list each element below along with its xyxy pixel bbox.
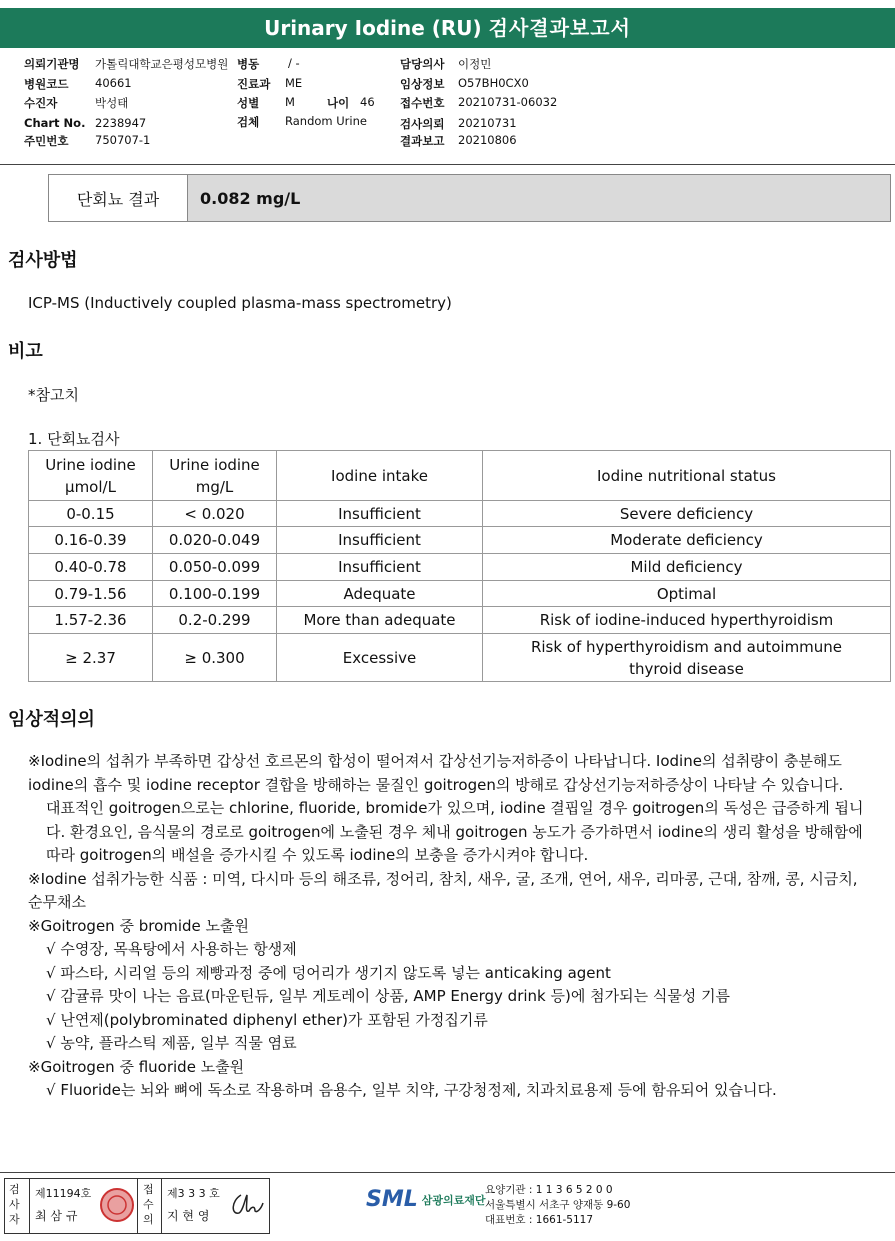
table-cell: Excessive (277, 634, 483, 682)
report-title (0, 8, 895, 48)
request-value: 20210731 (458, 116, 517, 130)
bullet-item: √ 파스타, 시리얼 등의 제빵과정 중에 덩어리가 생기지 않도록 넣는 anticaking agent (46, 963, 611, 982)
result-value: 0.082 mg/L (188, 175, 890, 221)
patient-label: 수진자 (24, 96, 58, 110)
ref-subheading: 1. 단회뇨검사 (28, 430, 120, 448)
footer-line: 서울특별시 서초구 양재동 9-60 (485, 1199, 631, 1211)
table-header: Urine iodine mg/L (153, 451, 277, 501)
table-cell: Mild deficiency (483, 554, 891, 581)
report-value: 20210806 (458, 133, 517, 147)
table-cell: 0.050-0.099 (153, 554, 277, 581)
clinical-paragraph: ※Goitrogen 중 bromide 노출원 (28, 916, 250, 935)
table-header-row (29, 451, 891, 501)
code-value: 40661 (95, 76, 132, 90)
patient-value: 박성태 (95, 96, 129, 110)
ref-note: *참고치 (28, 386, 79, 404)
table-cell: Risk of hyperthyroidism and autoimmune thyroid disease (483, 634, 891, 682)
receiver-name: 지 현 영 (167, 1209, 210, 1223)
method-text: ICP-MS (Inductively coupled plasma-mass spectrometry) (28, 294, 452, 312)
table-cell: ≥ 0.300 (153, 634, 277, 682)
hospital-value: 가톨릭대학교은평성모병원 (95, 57, 229, 71)
table-header: Iodine nutritional status (483, 451, 891, 501)
bullet-item: √ 수영장, 목욕탕에서 사용하는 항생제 (46, 940, 297, 958)
remarks-heading: 비고 (8, 341, 43, 362)
chart-value: 2238947 (95, 116, 147, 130)
dept-value: ME (285, 76, 303, 90)
footer (0, 1172, 895, 1241)
table-row (29, 634, 891, 682)
table-cell: Insufficient (277, 501, 483, 527)
doctor-value: 이정민 (458, 57, 492, 71)
bullet-item: √ Fluoride는 뇌와 뼈에 독소로 작용하며 음용수, 일부 치약, 구강청정제, 치과치료용제 등에 함유되어 있습니다. (46, 1081, 777, 1099)
receipt-value: 20210731-06032 (458, 95, 558, 109)
method-heading: 검사방법 (8, 250, 78, 271)
table-cell: Risk of iodine-induced hyperthyroidism (483, 607, 891, 634)
table-cell: Insufficient (277, 554, 483, 581)
report-title-ko: 검사결과보고서 (488, 16, 631, 40)
table-cell: < 0.020 (153, 501, 277, 527)
result-box (48, 174, 891, 222)
code-label: 병원코드 (24, 77, 69, 91)
table-cell: 1.57-2.36 (29, 607, 153, 634)
report-title-en: Urinary Iodine (RU) (264, 16, 489, 40)
footer-line: 요양기관 : 1 1 3 6 5 2 0 0 (485, 1184, 613, 1196)
specimen-label: 검체 (237, 115, 260, 129)
org-name: 삼광의료재단 (421, 1193, 486, 1207)
table-header: Iodine intake (277, 451, 483, 501)
request-label: 검사의뢰 (400, 117, 445, 131)
table-row (29, 501, 891, 527)
table-header: Urine iodine μmol/L (29, 451, 153, 501)
clinical-label: 임상정보 (400, 77, 445, 91)
signature-icon (227, 1189, 265, 1221)
ward-label: 병동 (237, 57, 260, 71)
sex-label: 성별 (237, 96, 260, 110)
bullet-item: √ 난연제(polybrominated diphenyl ether)가 포함된 가정집기류 (46, 1010, 488, 1029)
receiver-license: 제3 3 3 호 (167, 1187, 220, 1200)
patient-info (0, 54, 895, 165)
report-label: 결과보고 (400, 134, 445, 148)
table-cell: 0.16-0.39 (29, 527, 153, 554)
reference-table (28, 450, 891, 682)
table-cell: 0.2-0.299 (153, 607, 277, 634)
seal-icon (99, 1187, 135, 1223)
table-row (29, 607, 891, 634)
verifier-label: 검사자 (9, 1183, 20, 1226)
id-label: 주민번호 (24, 134, 69, 148)
table-cell: Adequate (277, 581, 483, 607)
clinical-value: O57BH0CX0 (458, 76, 529, 90)
dept-label: 진료과 (237, 77, 271, 91)
result-label: 단회뇨 결과 (49, 175, 188, 221)
clinical-paragraph: ※Iodine의 섭취가 부족하면 갑상선 호르몬의 합성이 떨어져서 갑상선기능저하증이 나타납니다. Iodine의 섭취량이 충분해도 iodine의 흡수 및 iodine receptor 결합을 방해하는 물질인 goitrogen의 방해로 갑상선기능저하증상이 나타날 수 있습니다. (28, 752, 844, 794)
sml-logo (366, 1187, 486, 1212)
bullet-item: √ 감귤류 맛이 나는 음료(마운틴듀, 일부 게토레이 상품, AMP Energy drink 등)에 첨가되는 식물성 기름 (46, 987, 731, 1005)
age-value: 46 (360, 95, 375, 109)
table-row (29, 554, 891, 581)
ward-value: / - (288, 56, 300, 70)
clinical-paragraph: 대표적인 goitrogen으로는 chlorine, fluoride, bromide가 있으며, iodine 결핍일 경우 goitrogen의 독성은 급증하게 됩니다. 환경요인, 음식물의 경로로 goitrogen에 노출된 경우 체내 goitrogen 농도가 증가하면서 iodine의 생리 활성을 방해함에 따라 goitrogen의 배설을 증가시킬 수 있도록 iodine의 보충을 증가시켜야 합니다. (46, 799, 864, 864)
table-cell: Moderate deficiency (483, 527, 891, 554)
verifier-name: 최 삼 규 (35, 1209, 78, 1223)
table-cell: Optimal (483, 581, 891, 607)
logo-text: SML (366, 1187, 418, 1212)
footer-address (485, 1183, 630, 1228)
specimen-value: Random Urine (285, 114, 367, 128)
receiver-label: 접수의 (143, 1183, 154, 1226)
table-cell: 0.020-0.049 (153, 527, 277, 554)
receipt-label: 접수번호 (400, 96, 445, 110)
clinical-section (28, 750, 873, 1103)
table-row (29, 581, 891, 607)
footer-line: 대표번호 : 1661-5117 (485, 1214, 594, 1226)
table-cell: Insufficient (277, 527, 483, 554)
hospital-label: 의뢰기관명 (24, 57, 80, 71)
verifier-license: 제11194호 (35, 1187, 92, 1200)
table-cell: 0.40-0.78 (29, 554, 153, 581)
table-cell: ≥ 2.37 (29, 634, 153, 682)
clinical-paragraph: ※Iodine 섭취가능한 식품 : 미역, 다시마 등의 해조류, 정어리, 참치, 새우, 굴, 조개, 연어, 새우, 리마콩, 근대, 참깨, 콩, 시금치, 순무채소 (28, 869, 858, 911)
clinical-paragraph: ※Goitrogen 중 fluoride 노출원 (28, 1057, 245, 1076)
chart-label: Chart No. (24, 116, 86, 130)
doctor-label: 담당의사 (400, 57, 445, 71)
table-cell: 0-0.15 (29, 501, 153, 527)
clinical-heading: 임상적의의 (8, 709, 95, 730)
bullet-item: √ 농약, 플라스틱 제품, 일부 직물 염료 (46, 1034, 297, 1052)
table-cell: Severe deficiency (483, 501, 891, 527)
table-cell: More than adequate (277, 607, 483, 634)
table-cell: 0.100-0.199 (153, 581, 277, 607)
table-row (29, 527, 891, 554)
table-cell: 0.79-1.56 (29, 581, 153, 607)
id-value: 750707-1 (95, 133, 151, 147)
age-label: 나이 (327, 96, 350, 110)
sex-value: M (285, 95, 295, 109)
signature-box (4, 1178, 270, 1234)
